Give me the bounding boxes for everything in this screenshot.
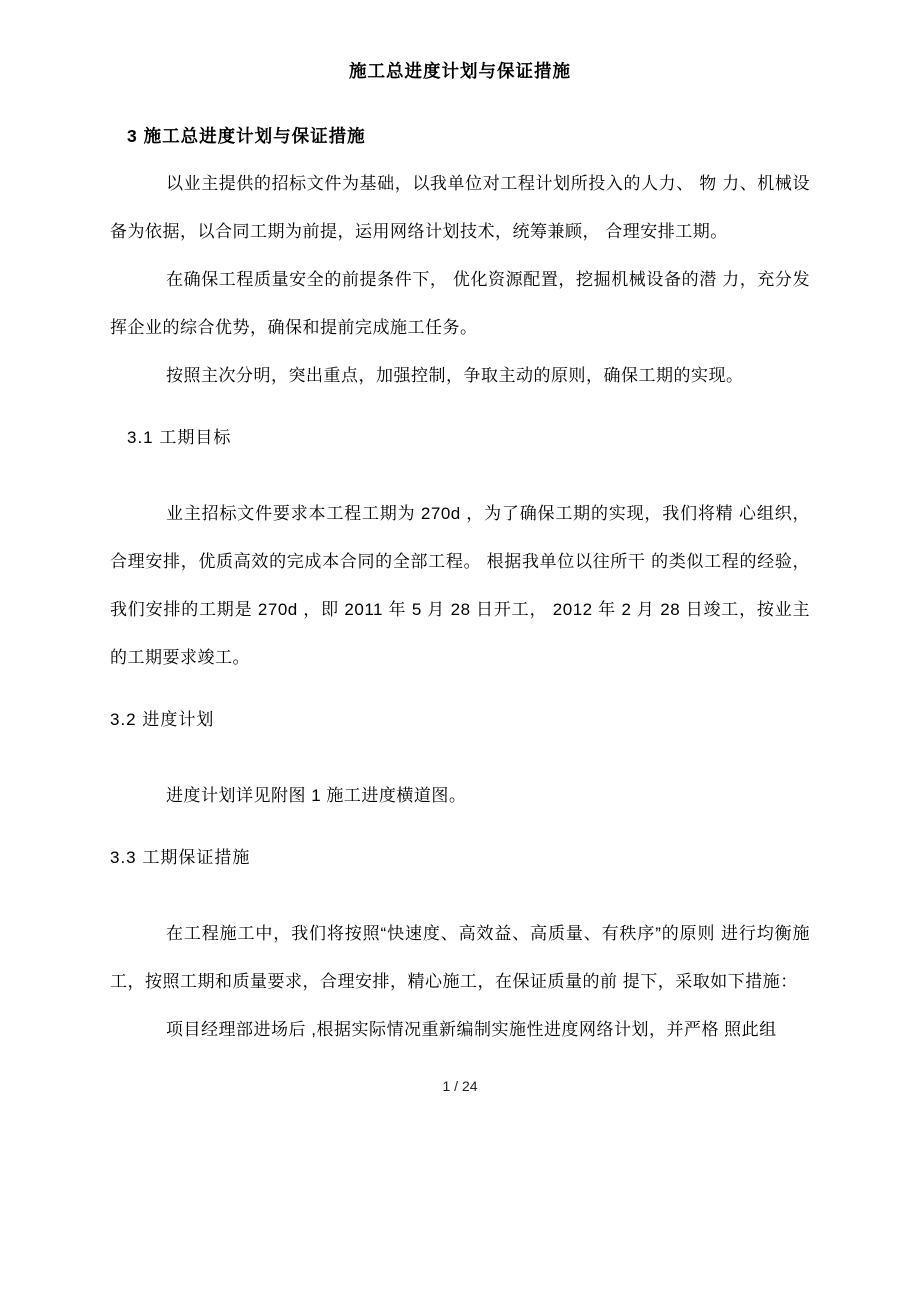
section-heading-3-3: 3.3 工期保证措施 bbox=[110, 848, 251, 867]
paragraph-intro-1: 以业主提供的招标文件为基础，以我单位对工程计划所投入的人力、 物 力、机械设备为依据，以合同工期为前提，运用网络计划技术，统筹兼顾， 合理安排工期。 bbox=[110, 174, 810, 241]
paragraph-3-3-1: 在工程施工中，我们将按照“快速度、高效益、高质量、有秩序”的原则 进行均衡施工，按照工期和质量要求，合理安排，精心施工，在保证质量的前 提下，采取如下措施： bbox=[110, 924, 810, 991]
section-heading-3-1: 3.1 工期目标 bbox=[127, 428, 232, 447]
section-heading-3-2: 3.2 进度计划 bbox=[110, 710, 215, 729]
paragraph-intro-2: 在确保工程质量安全的前提条件下， 优化资源配置，挖掘机械设备的潜 力，充分发挥企业的综合优势，确保和提前完成施工任务。 bbox=[110, 270, 810, 337]
page-number: 1 / 24 bbox=[442, 1078, 478, 1094]
paragraph-intro-3: 按照主次分明，突出重点，加强控制，争取主动的原则，确保工期的实现。 bbox=[166, 366, 744, 385]
section-heading-3: 3 施工总进度计划与保证措施 bbox=[127, 126, 366, 146]
paragraph-3-2: 进度计划详见附图 1 施工进度横道图。 bbox=[166, 786, 467, 805]
paragraph-3-3-2: 项目经理部进场后 ,根据实际情况重新编制实施性进度网络计划，并严格 照此组 bbox=[166, 1020, 777, 1039]
paragraph-3-1: 业主招标文件要求本工程工期为 270d ，为了确保工期的实现，我们将精 心组织， 合理安排，优质高效的完成本合同的全部工程。 根据我单位以往所干 的类似工程的经验，我们安排的工期是 270d ，即 2011 年 5 月 28 日开工， 2012 年 2 月 28 日竣工，按业主的工期要求竣工。 bbox=[110, 504, 810, 667]
document-header-title: 施工总进度计划与保证措施 bbox=[349, 61, 571, 81]
